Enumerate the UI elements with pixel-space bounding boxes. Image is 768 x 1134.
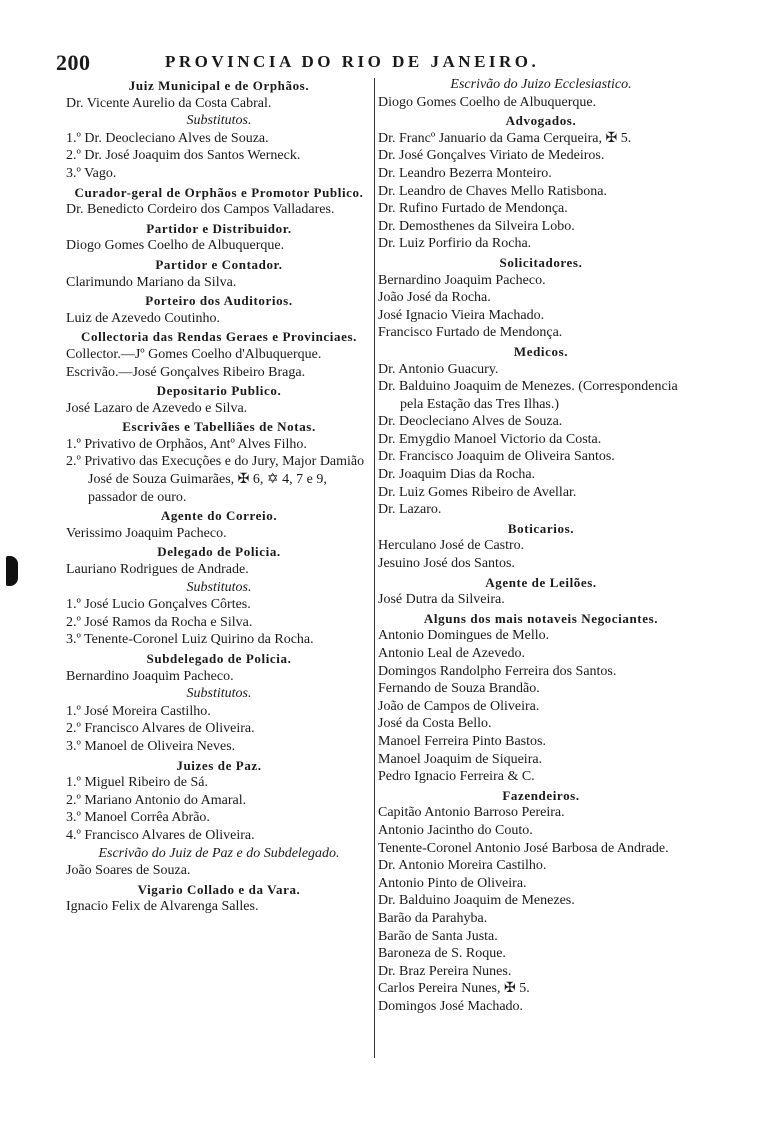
list-entry: 2.º Privativo das Execuções e do Jury, Major Damião José de Souza Guimarães, ✠ 6, ✡ 4, 7 e 9, passador de ouro. — [66, 454, 365, 505]
page-number: 200 — [56, 50, 91, 75]
section-heading-medicos: Medicos. — [513, 343, 569, 359]
list-entry: Dr. Deocleciano Alves de Souza. — [378, 414, 563, 430]
list-entry: Antonio Leal de Azevedo. — [378, 646, 525, 661]
list-entry: Barão de Santa Justa. — [378, 928, 498, 944]
list-entry: José da Costa Bello. — [378, 716, 492, 732]
list-entry: 3.º Tenente-Coronel Luiz Quirino da Rocha. — [66, 632, 314, 648]
list-entry: Domingos Randolpho Ferreira dos Santos. — [378, 663, 617, 679]
list-entry: 1.º José Moreira Castilho. — [66, 703, 211, 719]
section-heading-juizes-de-paz: Juizes de Paz. — [176, 757, 262, 773]
section-heading-depositario-publico: Depositario Publico. — [156, 383, 282, 399]
list-entry: José Lazaro de Azevedo e Silva. — [66, 400, 248, 416]
list-entry: Escrivão.—José Gonçalves Ribeiro Braga. — [66, 364, 306, 380]
list-entry: Jesuino José dos Santos. — [378, 556, 515, 572]
list-entry: Diogo Gomes Coelho de Albuquerque. — [378, 94, 597, 110]
list-entry: Dr. José Gonçalves Viriato de Medeiros. — [378, 148, 605, 164]
list-entry: José Dutra da Silveira. — [378, 592, 505, 608]
list-entry: Domingos José Machado. — [378, 998, 524, 1014]
list-entry: Francisco Furtado de Mendonça. — [378, 325, 563, 341]
list-entry: Capitão Antonio Barroso Pereira. — [378, 805, 565, 821]
list-entry: Manoel Ferreira Pinto Bastos. — [378, 733, 546, 749]
list-entry: Dr. Leandro Bezerra Monteiro. — [378, 165, 552, 181]
section-heading-escrivaes-e-tabelliaes-de-notas: Escrivães e Tabelliães de Notas. — [122, 419, 316, 435]
section-subheading: Escrivão do Juizo Ecclesiastico. — [450, 77, 632, 92]
list-entry: Dr. Balduino Joaquim de Menezes. (Correspondencia pela Estação das Tres Ilhas.) — [378, 379, 678, 412]
list-entry: Antonio Pinto de Oliveira. — [378, 875, 527, 891]
list-entry: 1.º Dr. Deocleciano Alves de Souza. — [66, 130, 269, 146]
column-divider — [374, 78, 375, 1058]
list-entry: Dr. Emygdio Manoel Victorio da Costa. — [378, 431, 602, 447]
list-entry: Lauriano Rodrigues de Andrade. — [66, 562, 249, 578]
list-entry: Dr. Rufino Furtado de Mendonça. — [378, 201, 568, 217]
section-heading-collectoria-das-rendas-geraes-e-provinci: Collectoria das Rendas Geraes e Provinciaes. — [80, 329, 357, 345]
list-entry: Ignacio Felix de Alvarenga Salles. — [66, 899, 259, 915]
list-entry: 2.º Dr. José Joaquim dos Santos Werneck. — [66, 148, 301, 164]
list-entry: Dr. Balduino Joaquim de Menezes. — [378, 893, 575, 909]
list-entry: Fernando de Souza Brandão. — [378, 681, 540, 697]
section-heading-partidor-e-contador: Partidor e Contador. — [155, 256, 283, 272]
list-entry: Manoel Joaquim de Siqueira. — [378, 751, 543, 767]
section-heading-alguns-dos-mais-notaveis-negociantes: Alguns dos mais notaveis Negociantes. — [423, 610, 659, 626]
list-entry: João Soares de Souza. — [66, 863, 191, 879]
right-column — [378, 76, 704, 1015]
list-entry: Antonio Domingues de Mello. — [378, 628, 550, 644]
list-entry: Diogo Gomes Coelho de Albuquerque. — [66, 238, 285, 254]
list-entry: 1.º José Lucio Gonçalves Côrtes. — [66, 597, 251, 613]
section-heading-subdelegado-de-policia: Subdelegado de Policia. — [146, 651, 292, 666]
list-entry: Dr. Lazaro. — [378, 502, 442, 518]
list-entry: Carlos Pereira Nunes, ✠ 5. — [378, 981, 530, 997]
section-heading-delegado-de-policia: Delegado de Policia. — [157, 544, 281, 560]
list-entry: 1.º Miguel Ribeiro de Sá. — [66, 775, 208, 791]
binding-hole-mark — [6, 556, 18, 586]
list-entry: João de Campos de Oliveira. — [378, 698, 540, 714]
list-entry: Dr. Antonio Guacury. — [378, 361, 499, 377]
list-entry: José Ignacio Vieira Machado. — [378, 307, 545, 323]
section-subheading: Escrivão do Juiz de Paz e do Subdelegado. — [98, 845, 340, 861]
list-entry: Dr. Demosthenes da Silveira Lobo. — [378, 218, 575, 234]
section-heading-solicitadores: Solicitadores. — [499, 254, 583, 270]
list-entry: Barão da Parahyba. — [378, 910, 488, 926]
list-entry: Baroneza de S. Roque. — [378, 946, 506, 962]
list-entry: 1.º Privativo de Orphãos, Antº Alves Filho. — [66, 436, 307, 452]
list-entry: Luiz de Azevedo Coutinho. — [66, 310, 220, 326]
list-entry: Herculano José de Castro. — [378, 538, 525, 554]
section-heading-vigario-collado-e-da-vara: Vigario Collado e da Vara. — [137, 881, 301, 897]
list-entry: Dr. Benedicto Cordeiro dos Campos Valladares. — [66, 202, 335, 218]
list-entry: Clarimundo Mariano da Silva. — [66, 274, 237, 290]
section-subheading: Substitutos. — [186, 113, 252, 129]
list-entry: Antonio Jacintho do Couto. — [378, 822, 533, 838]
list-entry: Dr. Leandro de Chaves Mello Ratisbona. — [378, 183, 608, 199]
section-heading-agente-de-leiloes: Agente de Leilões. — [485, 574, 597, 590]
list-entry: 3.º Manoel Corrêa Abrão. — [66, 810, 210, 826]
list-entry: Dr. Braz Pereira Nunes. — [378, 963, 512, 979]
section-heading-agente-do-correio: Agente do Correio. — [160, 508, 278, 524]
page-title: PROVINCIA DO RIO DE JANEIRO. — [165, 52, 540, 71]
list-entry: Bernardino Joaquim Pacheco. — [66, 668, 234, 684]
section-heading-porteiro-dos-auditorios: Porteiro dos Auditorios. — [145, 293, 293, 309]
section-heading-fazendeiros: Fazendeiros. — [502, 787, 580, 803]
list-entry: 2.º Mariano Antonio do Amaral. — [66, 792, 247, 808]
section-heading-juiz-municipal-e-de-orphaos: Juiz Municipal e de Orphãos. — [128, 78, 310, 93]
section-heading-advogados: Advogados. — [505, 113, 577, 129]
list-entry: João José da Rocha. — [378, 290, 491, 306]
list-entry: Dr. Joaquim Dias da Rocha. — [378, 467, 536, 483]
list-entry: Collector.—Jº Gomes Coelho d'Albuquerque. — [66, 346, 322, 362]
section-heading-curador-geral-de-orphaos-e-promotor-publ: Curador-geral de Orphãos e Promotor Publico. — [74, 184, 364, 200]
section-heading-boticarios: Boticarios. — [507, 520, 575, 536]
section-subheading: Substitutos. — [186, 686, 252, 702]
left-column — [66, 76, 372, 916]
list-entry: Verissimo Joaquim Pacheco. — [66, 525, 227, 541]
list-entry: 2.º Francisco Alvares de Oliveira. — [66, 721, 255, 737]
list-entry: Dr. Francº Januario da Gama Cerqueira, ✠ 5. — [378, 130, 632, 146]
list-entry: Dr. Luiz Gomes Ribeiro de Avellar. — [378, 484, 577, 500]
list-entry: Dr. Vicente Aurelio da Costa Cabral. — [66, 95, 272, 111]
list-entry: Dr. Antonio Moreira Castilho. — [378, 858, 547, 874]
list-entry: 3.º Vago. — [66, 165, 117, 181]
list-entry: Tenente-Coronel Antonio José Barbosa de Andrade. — [378, 840, 669, 856]
section-subheading: Substitutos. — [186, 579, 252, 595]
list-entry: 2.º José Ramos da Rocha e Silva. — [66, 614, 253, 630]
list-entry: Bernardino Joaquim Pacheco. — [378, 272, 546, 288]
list-entry: Dr. Francisco Joaquim de Oliveira Santos. — [378, 449, 615, 465]
list-entry: Dr. Luiz Porfirio da Rocha. — [378, 236, 532, 252]
list-entry: 4.º Francisco Alvares de Oliveira. — [66, 827, 255, 843]
section-heading-partidor-e-distribuidor: Partidor e Distribuidor. — [146, 220, 292, 236]
list-entry: Pedro Ignacio Ferreira & C. — [378, 769, 535, 785]
list-entry: 3.º Manoel de Oliveira Neves. — [66, 738, 236, 754]
